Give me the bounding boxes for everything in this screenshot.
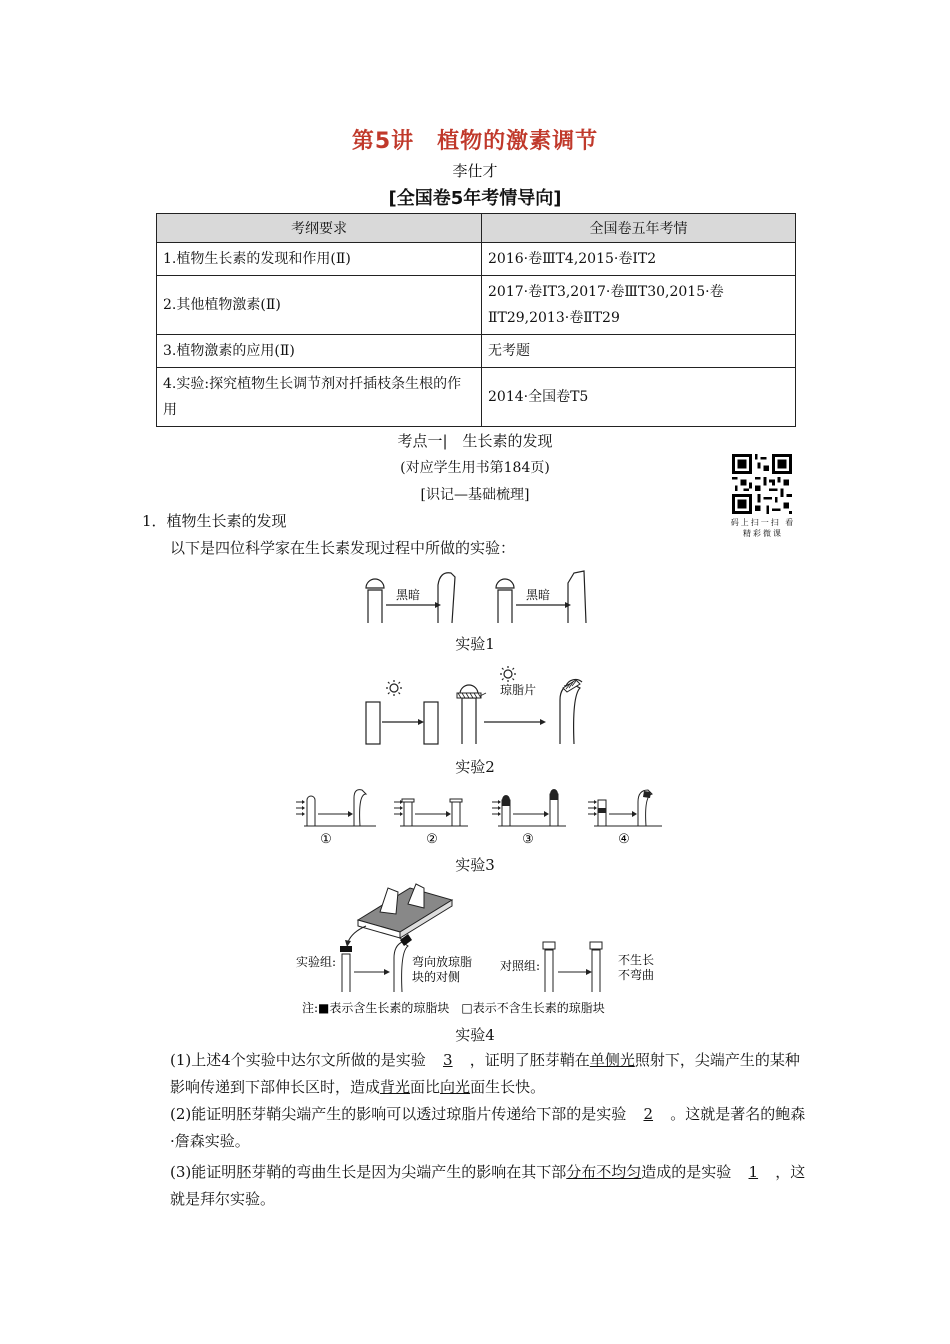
table-cell: 2014·全国卷T5 <box>482 368 796 427</box>
q1-text: 面比 <box>410 1078 441 1096</box>
agar-label: 琼脂片 <box>500 683 537 697</box>
q1-key-term: 单侧光 <box>589 1051 635 1069</box>
panel-number: ④ <box>618 832 630 847</box>
table-header: 全国卷五年考情 <box>482 214 796 243</box>
table-header-row <box>157 214 796 243</box>
question-3 <box>170 1159 810 1213</box>
question-2 <box>170 1101 810 1155</box>
q1-text: 照射下，尖端产生的某种影响传递到下部伸长区时，造成 <box>170 1051 800 1096</box>
qr-caption: 码上扫一扫 看精彩微课 <box>730 518 796 538</box>
experiment-3-caption: 实验3 <box>455 856 495 874</box>
section-heading: [全国卷5年考情导向] <box>388 188 562 209</box>
q2-answer: 2 <box>643 1105 654 1123</box>
dark-label: 黑暗 <box>526 588 551 602</box>
control-result: 不生长不弯曲 <box>618 953 655 982</box>
q2-text: 。这就是著名的鲍森·詹森实验。 <box>170 1105 806 1150</box>
q1-text: 面生长快。 <box>470 1078 546 1096</box>
table-row <box>157 243 796 276</box>
q1-text: (1)上述4个实验中达尔文所做的是实验 <box>170 1051 426 1069</box>
table-row <box>157 335 796 368</box>
q3-text: ，这就是拜尔实验。 <box>170 1163 806 1208</box>
table-cell: 1.植物生长素的发现和作用(Ⅱ) <box>157 243 482 276</box>
experiment-4-caption: 实验4 <box>455 1026 495 1044</box>
q1-answer: 3 <box>443 1051 453 1069</box>
intro-text: 以下是四位科学家在生长素发现过程中所做的实验： <box>170 539 516 557</box>
table-cell: 2.其他植物激素(Ⅱ) <box>157 276 482 335</box>
panel-number: ① <box>320 832 332 847</box>
control-group-label: 对照组: <box>500 959 541 973</box>
panel-number: ③ <box>522 832 534 847</box>
experiment-1-caption: 实验1 <box>455 635 495 653</box>
kaodian-heading: 考点一| 生长素的发现 <box>397 432 553 450</box>
author: 李仕才 <box>452 162 498 180</box>
experiment-2-figure <box>360 660 600 748</box>
experiment-3-figure <box>292 784 662 850</box>
qr-code-icon[interactable] <box>732 454 792 514</box>
experiment-4-figure <box>296 880 666 1020</box>
question-1 <box>170 1047 810 1101</box>
heading-1: 1．植物生长素的发现 <box>142 512 287 530</box>
q1-key-term: 背光 <box>380 1078 411 1096</box>
requirements-table <box>156 213 796 427</box>
table-header: 考纲要求 <box>157 214 482 243</box>
q2-text: (2)能证明胚芽鞘尖端产生的影响可以透过琼脂片传递给下部的是实验 <box>170 1105 627 1123</box>
table-cell: 无考题 <box>482 335 796 368</box>
experimental-group-label: 实验组: <box>296 955 337 969</box>
table-cell: 4.实验:探究植物生长调节剂对扦插枝条生根的作用 <box>157 368 482 427</box>
table-cell: 3.植物激素的应用(Ⅱ) <box>157 335 482 368</box>
table-row <box>157 368 796 427</box>
panel-number: ② <box>426 832 438 847</box>
dark-label: 黑暗 <box>396 588 421 602</box>
q3-answer: 1 <box>748 1163 759 1181</box>
experiment-1-figure <box>360 565 600 627</box>
table-cell: 2016·卷ⅢT4,2015·卷ⅠT2 <box>482 243 796 276</box>
figure-note: 注:■表示含生长素的琼脂块 □表示不含生长素的琼脂块 <box>302 1001 605 1015</box>
experimental-result: 弯向放琼脂块的对侧 <box>412 955 473 984</box>
table-row <box>157 276 796 335</box>
q3-text: (3)能证明胚芽鞘的弯曲生长是因为尖端产生的影响在其下部 <box>170 1163 567 1181</box>
page-title: 第5讲 植物的激素调节 <box>351 129 599 154</box>
table-cell: 2017·卷ⅠT3,2017·卷ⅢT30,2015·卷ⅡT29,2013·卷ⅡT29 <box>482 276 796 335</box>
q1-text: ，证明了胚芽鞘在 <box>469 1051 590 1069</box>
q3-text: 造成的是实验 <box>641 1163 732 1181</box>
subsection-heading: [识记—基础梳理] <box>420 487 530 503</box>
q1-key-term: 向光 <box>440 1078 471 1096</box>
q3-key-term: 分布不均匀 <box>566 1163 642 1181</box>
page-reference: (对应学生用书第184页) <box>400 460 550 476</box>
experiment-2-caption: 实验2 <box>455 758 495 776</box>
